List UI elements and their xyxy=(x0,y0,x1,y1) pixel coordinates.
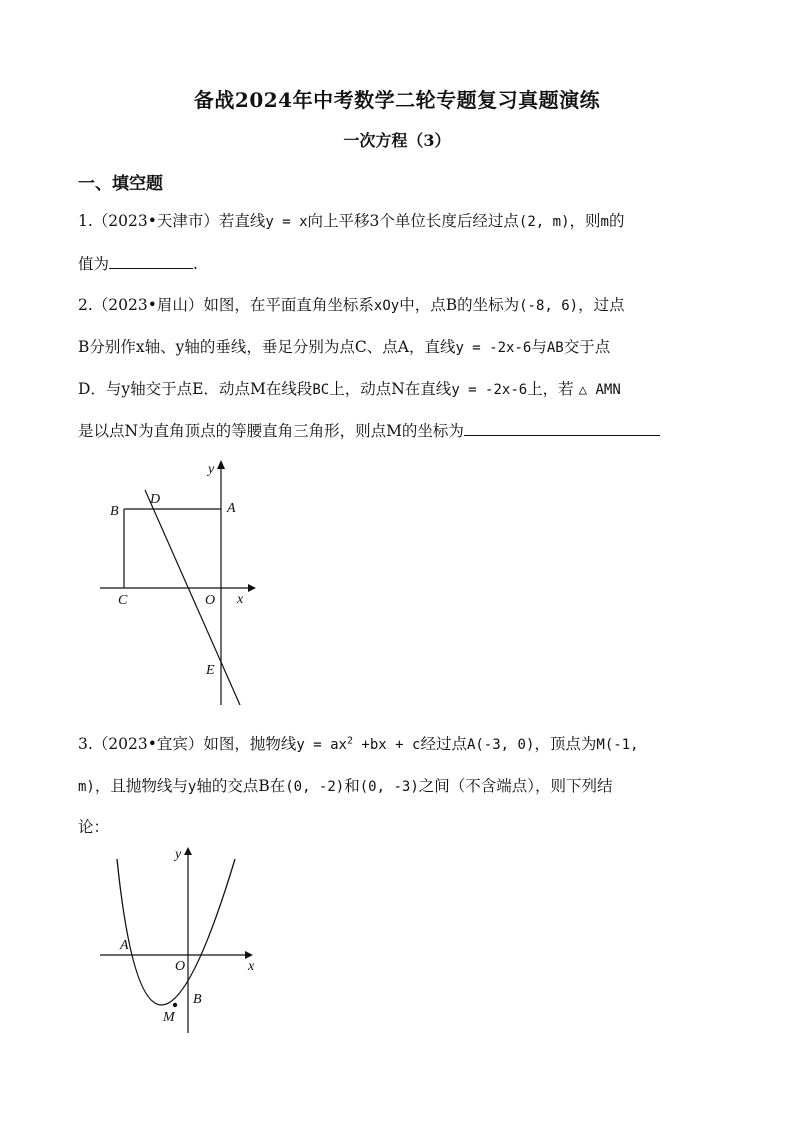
parabola-curve xyxy=(117,859,235,1005)
question-3-line-3 xyxy=(78,816,109,838)
question-3-line-1 xyxy=(78,733,639,756)
q3-text: 经过点 xyxy=(420,735,467,753)
q2-text: 2.（2023•眉山）如图，在平面直角坐标系 xyxy=(78,296,374,314)
question-1-line-1 xyxy=(78,210,624,233)
q3-text: 轴的交点B在 xyxy=(196,777,286,795)
label-A: A xyxy=(227,501,236,516)
q1-math: y = x xyxy=(265,214,308,230)
x-axis-arrow-icon xyxy=(248,584,256,592)
q2-math: BC xyxy=(312,382,330,398)
q3-text: 3.（2023•宜宾）如图，抛物线 xyxy=(78,735,297,753)
q2-text: 上，若 xyxy=(527,380,574,398)
page-title: 备战2024年中考数学二轮专题复习真题演练 xyxy=(193,88,601,112)
label-B: B xyxy=(110,504,119,519)
q2-text: 中，点B的坐标为 xyxy=(399,296,520,314)
q3-math: y xyxy=(187,779,197,795)
q3-text: 和 xyxy=(344,777,360,795)
q2-text: 交于点 xyxy=(563,338,611,356)
vertex-point-M xyxy=(173,1003,177,1007)
q1-text: ，则 xyxy=(569,212,601,230)
q3-math-parabola: $y = ax^2 +bx + c$ xyxy=(296,735,421,753)
q2-text: ，过点 xyxy=(578,296,625,314)
q3-text: ，顶点为 xyxy=(534,735,597,753)
question-2-line-4 xyxy=(78,420,660,442)
label-B: B xyxy=(193,992,202,1007)
q3-math: (0, -2) xyxy=(285,779,345,795)
q3-math: A(-3, 0) xyxy=(466,737,535,753)
label-y: y xyxy=(208,462,215,477)
q2-math: △ AMN xyxy=(578,382,621,398)
label-x: x xyxy=(248,959,255,974)
q2-text: B分别作x轴、y轴的垂线，垂足分别为点C、点A，直线 xyxy=(78,338,456,356)
q2-math: AB xyxy=(546,340,564,356)
q1-text: . xyxy=(193,255,198,273)
figure-q2-coordinate-diagram xyxy=(90,455,270,720)
q1-text: 的 xyxy=(608,212,625,230)
q1-math: m xyxy=(600,214,609,230)
y-axis-arrow-icon xyxy=(184,847,192,855)
q2-text: 与 xyxy=(531,338,547,356)
q3-math: m) xyxy=(78,779,95,795)
label-C: C xyxy=(118,593,128,608)
label-A: A xyxy=(120,938,129,953)
q3-math: (0, -3) xyxy=(359,779,419,795)
q2-text: 是以点N为直角顶点的等腰直角三角形，则点M的坐标为 xyxy=(78,422,464,440)
q2-math: y = -2x-6 xyxy=(455,340,532,356)
q1-text: 向上平移3个单位长度后经过点 xyxy=(307,212,519,230)
q3-text: 之间（不含端点），则下列结 xyxy=(418,777,613,795)
q2-text: 上，动点N在直线 xyxy=(329,380,452,398)
q2-math: y = -2x-6 xyxy=(451,382,528,398)
q1-text: 1.（2023•天津市）若直线 xyxy=(78,212,266,230)
section-heading: 一、填空题 xyxy=(78,174,163,194)
q3-text: ，且抛物线与 xyxy=(94,777,188,795)
label-y: y xyxy=(175,847,182,862)
page-subtitle: 一次方程（3） xyxy=(343,131,451,150)
label-O: O xyxy=(205,593,216,608)
label-x: x xyxy=(237,592,244,607)
q3-text: 论： xyxy=(78,818,110,836)
question-2-line-2 xyxy=(78,336,610,359)
question-2-line-1 xyxy=(78,294,625,317)
line-y-minus-2x-minus-6 xyxy=(145,490,240,705)
q3-math: M(-1, xyxy=(596,737,639,753)
question-1-line-2 xyxy=(78,253,198,275)
q2-text: D．与y轴交于点E．动点M在线段 xyxy=(78,380,313,398)
x-axis-arrow-icon xyxy=(245,951,253,959)
label-D: D xyxy=(150,492,161,507)
answer-blank-q1[interactable] xyxy=(109,253,193,269)
y-axis-arrow-icon xyxy=(217,460,225,469)
answer-blank-q2[interactable] xyxy=(464,420,660,436)
question-2-line-3 xyxy=(78,378,621,401)
q1-text: 值为 xyxy=(78,255,110,273)
q1-math: (2, m) xyxy=(518,214,570,230)
label-M: M xyxy=(163,1010,175,1025)
q2-math: xOy xyxy=(373,298,400,314)
q2-math: (-8, 6) xyxy=(519,298,579,314)
label-E: E xyxy=(206,663,215,678)
figure-q3-parabola-diagram xyxy=(95,843,265,1035)
question-3-line-2 xyxy=(78,775,613,798)
label-O: O xyxy=(175,959,186,974)
